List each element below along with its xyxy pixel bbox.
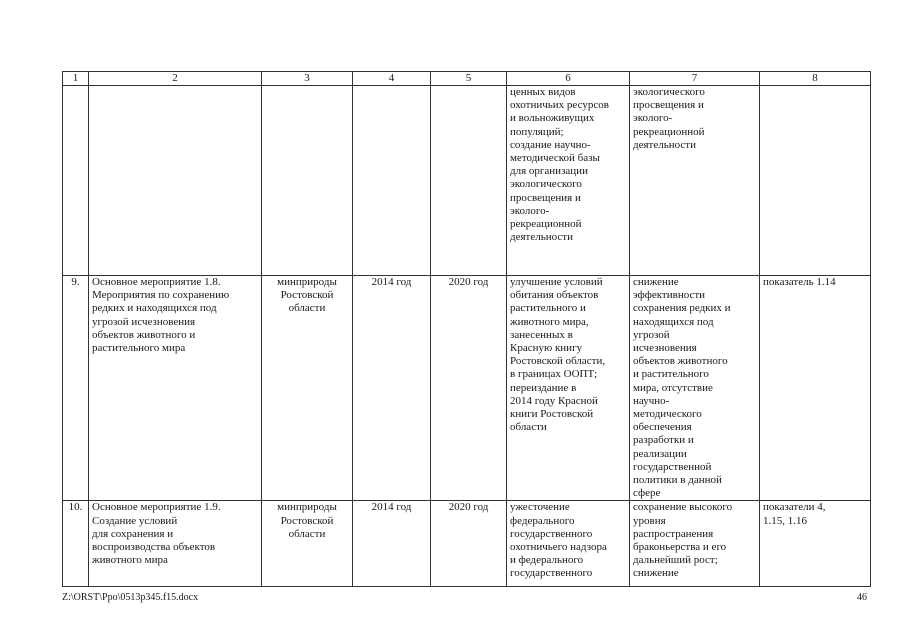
executor-cell: минприроды Ростовской области [262,501,353,587]
end-year-cell [431,86,507,276]
col-header-5: 5 [431,72,507,86]
start-year-cell: 2014 год [353,501,431,587]
table-row [63,276,871,501]
end-year-cell: 2020 год [431,501,507,587]
row-number: 10. [63,501,89,587]
end-year-cell: 2020 год [431,276,507,501]
executor-cell [262,86,353,276]
row-number [63,86,89,276]
col-header-4: 4 [353,72,431,86]
col-header-6: 6 [507,72,630,86]
consequence-cell: сохранение высокого уровня распространения браконьерства и его дальнейший рост; снижение [630,501,760,587]
consequence-cell: снижение эффективности сохранения редких и находящихся под угрозой исчезновения объектов животного и растительного мира, отсутствие научно- методического обеспечения разработки и реализации государственной политики в данной сфере [630,276,760,501]
program-table [62,71,871,587]
result-cell: ценных видов охотничьих ресурсов и вольноживущих популяций; создание научно- методической базы для организации экологического просвещения и эколого- рекреационной деятельности [507,86,630,276]
executor-cell: минприроды Ростовской области [262,276,353,501]
indicator-cell: показатель 1.14 [760,276,871,501]
column-number-row [63,72,871,86]
col-header-7: 7 [630,72,760,86]
page-number: 46 [857,592,867,603]
start-year-cell [353,86,431,276]
indicator-cell: показатели 4, 1.15, 1.16 [760,501,871,587]
consequence-cell: экологического просвещения и эколого- рекреационной деятельности [630,86,760,276]
table-row [63,86,871,276]
event-cell: Основное мероприятие 1.9. Создание условий для сохранения и воспроизводства объектов животного мира [89,501,262,587]
result-cell: улучшение условий обитания объектов растительного и животного мира, занесенных в Красную книгу Ростовской области, в границах ООПТ; переиздание в 2014 году Красной книги Ростовской области [507,276,630,501]
col-header-8: 8 [760,72,871,86]
col-header-2: 2 [89,72,262,86]
result-cell: ужесточение федерального государственного охотничьего надзора и федерального государственного [507,501,630,587]
indicator-cell [760,86,871,276]
start-year-cell: 2014 год [353,276,431,501]
event-cell [89,86,262,276]
file-path: Z:\ORST\Ppo\0513p345.f15.docx [62,592,199,603]
row-number: 9. [63,276,89,501]
event-cell: Основное мероприятие 1.8. Мероприятия по сохранению редких и находящихся под угрозой исчезновения объектов животного и растительного мира [89,276,262,501]
table-row [63,501,871,587]
col-header-1: 1 [63,72,89,86]
col-header-3: 3 [262,72,353,86]
